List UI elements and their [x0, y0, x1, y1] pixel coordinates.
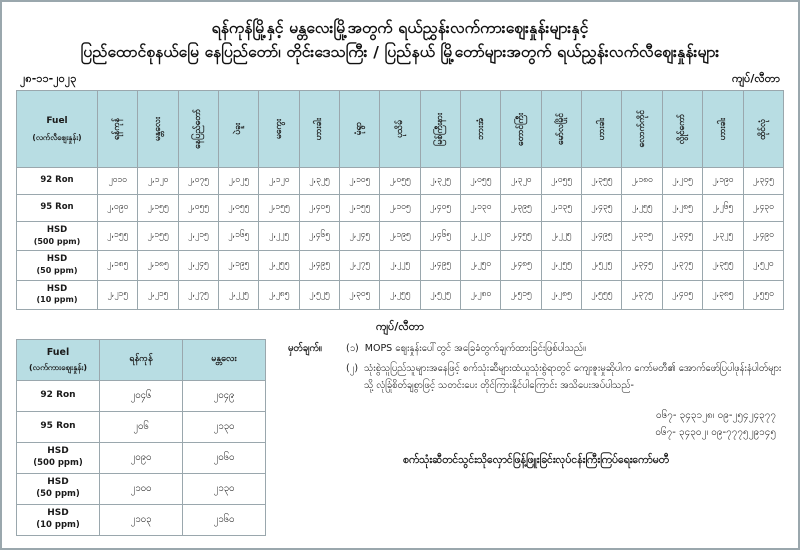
price-cell: ၂,၃၅၅: [703, 251, 743, 280]
note-item: [288, 361, 784, 394]
price-cell: ၂,၀၇၅: [178, 168, 218, 195]
table-row: [17, 442, 266, 473]
table-row: [17, 251, 784, 280]
row-sublabel: (10 ppm): [36, 295, 78, 305]
price-cell: ၂,၁၉၀: [703, 168, 743, 195]
row-header-fuel: [17, 195, 98, 222]
row-header-fuel: [17, 280, 98, 309]
price-cell: ၂,၁၅၅: [340, 195, 380, 222]
table-header-row: [17, 339, 266, 380]
price-cell: ၂,၀၂၅: [219, 168, 259, 195]
row-header-fuel: [17, 168, 98, 195]
price-cell: ၂၀၄၉: [183, 380, 266, 411]
price-cell: ၂၁၃၀: [183, 411, 266, 442]
price-cell: ၂,၃၉၅: [501, 195, 541, 222]
price-cell: ၂,၂၈၅: [662, 195, 702, 222]
price-cell: ၂,၄၆၅: [420, 222, 460, 251]
notes-label: မှတ်ချက်။: [288, 342, 322, 354]
price-cell: ၂,၂၀၅: [662, 168, 702, 195]
issuing-organization: စက်သုံးဆီတင်သွင်းသိုလှောင်ဖြန့်ဖြူးခြင်းလုပ်ငန်းကြီးကြပ်ရေးကော်မတီ: [403, 453, 669, 466]
unit-label-lower: ကျပ်/လီတာ: [376, 319, 424, 333]
price-cell: ၂,၁၈၅: [98, 251, 138, 280]
price-cell: ၂,၃၁၅: [622, 222, 662, 251]
column-label: ဘားအံ: [475, 118, 486, 140]
column-label: ဟားခါး: [596, 117, 607, 141]
price-cell: ၂,၀၉၀: [98, 195, 138, 222]
price-cell: ၂,၂၈၅: [259, 280, 299, 309]
price-cell: ၂,၅၅၅: [582, 280, 622, 309]
phone-line: ၀၆၇- ၃၄၃၀၂၊ ၀၉-၇၇၇၅၂၉၁၄၅: [655, 426, 776, 438]
price-cell: ၂,၅၅၀: [743, 280, 784, 309]
price-cell: ၂,၃၂၅: [420, 168, 460, 195]
price-cell: ၂,၁၅၅: [98, 222, 138, 251]
row-sublabel: (500 ppm): [33, 236, 81, 246]
price-cell: ၂,၀၅၅: [178, 195, 218, 222]
price-cell: ၂,၁၀၅: [340, 168, 380, 195]
table-row: [17, 280, 784, 309]
price-cell: ၂,၁၈၀: [622, 168, 662, 195]
fuel-header-sub: (လက်လီဈေးနှုန်း): [32, 132, 82, 142]
price-cell: ၂,၁၂၀: [138, 168, 178, 195]
wholesale-price-table-body: [17, 380, 266, 535]
column-label: ဟားခါး: [717, 117, 728, 141]
column-header-city: ရန်ကုန်: [100, 339, 183, 380]
price-cell: ၂,၄၃၀: [743, 195, 784, 222]
price-cell: ၂,၂၇၅: [178, 280, 218, 309]
price-cell: ၂,၂၂၅: [219, 280, 259, 309]
price-cell: ၂,၃၄၅: [622, 251, 662, 280]
price-cell: ၂,၂၅၅: [259, 251, 299, 280]
price-cell: ၂၀၆: [100, 411, 183, 442]
retail-price-table-head: [17, 91, 784, 168]
price-cell: ၂,၂၈၀: [461, 280, 501, 309]
price-cell: ၂၁၃၀: [183, 473, 266, 504]
price-cell: ၂,၃၈၅: [703, 280, 743, 309]
price-cell: ၂,၁၉၅: [380, 222, 420, 251]
row-header-fuel: [17, 222, 98, 251]
price-cell: ၂,၅၂၀: [743, 251, 784, 280]
note-text: MOPS ဈေးနှုန်းပေါ်တွင် အခြေခံတွက်ချက်ထားခြင်းဖြစ်ပါသည်။: [364, 342, 586, 354]
table-row: [17, 473, 266, 504]
title-block: [16, 16, 784, 64]
price-cell: ၂,၁၆၅: [219, 222, 259, 251]
price-cell: ၂,၃၄၅: [662, 222, 702, 251]
price-cell: ၂,၁၅၅: [138, 195, 178, 222]
price-cell: ၂,၃၇၅: [662, 251, 702, 280]
fuel-header-title: Fuel: [46, 116, 68, 127]
wholesale-price-table: [16, 339, 266, 536]
price-cell: ၂,၁၀၅: [380, 195, 420, 222]
column-header-fuel: [17, 91, 98, 168]
unit-label-main: ကျပ်/လီတာ: [732, 72, 780, 86]
price-cell: ၂,၅၁၅: [501, 280, 541, 309]
row-header-fuel: [17, 442, 100, 473]
column-label: ပုသိမ်: [394, 120, 405, 138]
row-label: 92 Ron: [40, 389, 76, 400]
lower-section: [16, 339, 784, 536]
column-header-city: [299, 91, 339, 168]
table-row: [17, 380, 266, 411]
column-label: ပဲခူး: [233, 123, 244, 135]
row-label: HSD: [46, 283, 68, 294]
price-cell: ၂၁၆၀: [183, 504, 266, 535]
column-header-city: [501, 91, 541, 168]
note-number: (၂): [346, 363, 359, 375]
price-cell: ၂,၂၂၅: [259, 222, 299, 251]
table-row: [17, 504, 266, 535]
column-label: မုံရွာ: [354, 122, 365, 136]
price-cell: ၂,၀၅၅: [461, 168, 501, 195]
column-label: မြစ်ကြီးနား: [435, 112, 446, 146]
table-row: [17, 411, 266, 442]
price-cell: ၂,၀၅၅: [380, 168, 420, 195]
price-cell: ၂၁၀၀: [100, 473, 183, 504]
price-cell: ၂,၅၂၅: [299, 280, 339, 309]
row-label: 92 Ron: [40, 175, 74, 186]
price-cell: ၂,၁၃၀: [461, 195, 501, 222]
price-cell: ၂,၄၃၅: [582, 195, 622, 222]
row-header-fuel: [17, 411, 100, 442]
page-title-line-1: ရန်ကုန်မြို့နှင့် မန္တလေးမြို့အတွက် ရယ်ညွှန်းလက်ကားဈေးနှုန်းများနှင့်: [211, 19, 589, 37]
wholesale-price-table-head: [17, 339, 266, 380]
price-cell: ၂,၄၆၅: [299, 222, 339, 251]
column-header-city: [703, 91, 743, 168]
price-cell: ၂၁၀၃: [100, 504, 183, 535]
column-header-city: မန္တလေး: [183, 339, 266, 380]
row-header-fuel: [17, 504, 100, 535]
price-cell: ၂,၃၀၅: [340, 280, 380, 309]
price-cell: ၂,၁၃၅: [541, 195, 581, 222]
price-cell: ၂,၂၅၅: [541, 251, 581, 280]
price-cell: ၂,၄၀၅: [662, 280, 702, 309]
retail-price-table: [16, 90, 784, 310]
row-sublabel: (50 ppm): [36, 489, 80, 500]
row-label: HSD: [47, 446, 69, 457]
column-header-city: [541, 91, 581, 168]
row-label: 95 Ron: [40, 420, 76, 431]
price-cell: ၂၀၆၀: [183, 442, 266, 473]
price-cell: ၂,၂၈၅: [541, 280, 581, 309]
fuel-header-title: Fuel: [46, 346, 70, 358]
note-item: [288, 341, 784, 358]
price-cell: ၂,၃၂၅: [299, 168, 339, 195]
notes-label-spacer: [288, 361, 340, 394]
column-label: နေပြည်တော်: [193, 109, 204, 149]
table-header-row: [17, 91, 784, 168]
column-header-city: [98, 91, 138, 168]
price-cell: ၂၀၉၀: [100, 442, 183, 473]
column-header-city: [743, 91, 784, 168]
price-cell: ၂,၂၁၅: [138, 280, 178, 309]
price-cell: ၂,၄၉၅: [420, 251, 460, 280]
column-header-city: [138, 91, 178, 168]
column-header-city: [178, 91, 218, 168]
price-cell: ၂,၂၄၅: [178, 251, 218, 280]
price-cell: ၂၀၄၆: [100, 380, 183, 411]
price-cell: ၂,၄၀၅: [299, 195, 339, 222]
row-sublabel: (50 ppm): [36, 265, 78, 275]
price-cell: ၂,၁၂၀: [259, 168, 299, 195]
row-sublabel: (500 ppm): [33, 458, 83, 469]
column-label: မန္တလေး: [152, 117, 163, 142]
column-label: လောက်ကိုင်: [636, 110, 647, 148]
column-header-city: [380, 91, 420, 168]
price-cell: ၂,၂၅၅: [380, 280, 420, 309]
table-row: [17, 168, 784, 195]
column-header-city: [259, 91, 299, 168]
note-number: (၁): [346, 342, 359, 354]
price-cell: ၂,၀၅၅: [219, 195, 259, 222]
row-sublabel: (10 ppm): [36, 520, 80, 531]
price-cell: ၂,၂၁၅: [178, 222, 218, 251]
column-label: ထိုင်လုံ: [758, 118, 768, 140]
price-cell: ၂,၂၂၅: [380, 251, 420, 280]
column-label: လွိုင်ကော်: [677, 113, 688, 145]
row-label: HSD: [46, 225, 68, 236]
table-row: [17, 222, 784, 251]
price-cell: ၂,၃၂၅: [703, 222, 743, 251]
price-cell: ၂,၂၄၅: [340, 222, 380, 251]
column-label: ရန်ကုန်: [112, 118, 123, 141]
column-label: တောင်ကြီး: [515, 112, 526, 146]
notes-section: [282, 339, 784, 469]
price-cell: ၂,၂၁၅: [98, 280, 138, 309]
price-cell: ၂၀၁၀: [98, 168, 138, 195]
fuel-header-sub: (လက်ကားဈေးနှုန်း): [28, 362, 88, 372]
column-label: ဟားခါး: [314, 117, 325, 141]
row-header-fuel: [17, 251, 98, 280]
price-cell: ၂,၁၅၅: [259, 195, 299, 222]
note-text: သုံးစွဲသူပြည်သူများအနေဖြင့် စက်သုံးဆီများထံယူသုံးစွဲရာတွင် ကျေးဇူးမှုဆိုပါက ကော်မတီ၏ အောက်ဖော်ပြပါဖုန်းနံပါတ်များသို့ လုံခြုံစိတ်ချစွာဖြင့် သတင်းပေး တိုင်ကြားနိုင်ပါကြောင်း အသိပေးအပ်ပါသည်-: [364, 363, 782, 392]
row-label: HSD: [46, 254, 68, 265]
price-cell: ၂,၄၉၀: [743, 222, 784, 251]
price-cell: ၂,၂၇၅: [340, 251, 380, 280]
price-cell: ၂,၃၂၀: [501, 168, 541, 195]
price-cell: ၂,၃၅၅: [582, 168, 622, 195]
price-cell: ၂,၀၅၅: [541, 168, 581, 195]
price-cell: ၂,၅၂၅: [420, 280, 460, 309]
row-label: HSD: [47, 477, 69, 488]
price-cell: ၂,၁၈၅: [138, 251, 178, 280]
report-date: ၂၈-၁၁-၂၀၂၃: [20, 72, 77, 86]
price-cell: ၂,၄၀၅: [420, 195, 460, 222]
price-cell: ၂,၁၅၅: [138, 222, 178, 251]
column-header-city: [219, 91, 259, 168]
price-cell: ၂,၂၂၅: [541, 222, 581, 251]
column-label: မော်လမြိုင်: [556, 113, 567, 145]
price-cell: ၂,၂၂၀: [461, 222, 501, 251]
column-header-city: [420, 91, 460, 168]
row-header-fuel: [17, 380, 100, 411]
row-header-fuel: [17, 473, 100, 504]
price-cell: ၂,၄၈၅: [501, 251, 541, 280]
contact-phones: [288, 407, 784, 441]
price-cell: ၂,၄၉၅: [299, 251, 339, 280]
price-cell: ၂,၃၄၅: [743, 168, 784, 195]
page-title-line-2: ပြည်ထောင်စုနယ်မြေ နေပြည်တော်၊ တိုင်းဒေသကြီး / ပြည်နယ် မြို့တော်များအတွက် ရယ်ညွှန်းလက်လီဈေးနှုန်းများ: [80, 43, 720, 62]
price-cell: ၂,၁၉၅: [219, 251, 259, 280]
price-cell: ၂,၄၅၅: [501, 222, 541, 251]
phone-line: ၀၆၇- ၃၄၃၁၂၈၊ ၀၉-၂၅၄၂၄၃၇၇: [656, 409, 776, 421]
price-cell: ၂,၅၂၅: [582, 251, 622, 280]
retail-price-table-body: [17, 168, 784, 310]
row-label: 95 Ron: [40, 202, 74, 213]
price-cell: ၂,၃၇၅: [622, 280, 662, 309]
price-cell: ၂,၂၅၅: [622, 195, 662, 222]
column-header-city: [662, 91, 702, 168]
price-cell: ၂,၄၉၅: [582, 222, 622, 251]
column-label: မကွေး: [273, 119, 284, 139]
table-row: [17, 195, 784, 222]
row-label: HSD: [47, 508, 69, 519]
price-cell: ၂,၂၆၅: [703, 195, 743, 222]
price-cell: ၂,၂၅၀: [461, 251, 501, 280]
column-header-city: [340, 91, 380, 168]
column-header-city: [622, 91, 662, 168]
column-header-city: [461, 91, 501, 168]
meta-row: [16, 72, 784, 90]
column-header-city: [582, 91, 622, 168]
column-header-fuel: [17, 339, 100, 380]
